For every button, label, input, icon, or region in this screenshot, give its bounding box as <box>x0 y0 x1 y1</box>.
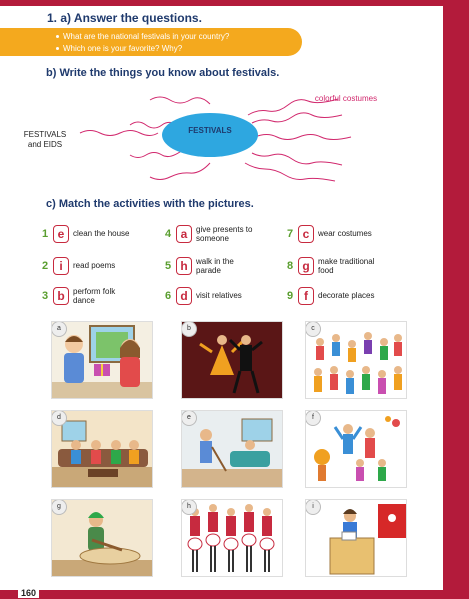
answer-box[interactable]: a <box>176 225 192 243</box>
picture-h <box>181 499 283 577</box>
item-number: 7 <box>287 228 294 240</box>
decorating-illustration <box>306 411 407 488</box>
costumes-illustration <box>306 322 407 399</box>
answer-box[interactable]: d <box>176 287 192 305</box>
example-label: colorful costumes <box>314 94 378 103</box>
item-number: 3 <box>42 290 49 302</box>
picture-f <box>305 410 407 488</box>
item-number: 2 <box>42 260 49 272</box>
item-number: 4 <box>165 228 172 240</box>
left-label: FESTIVALS and EIDS <box>23 130 67 149</box>
activity-text: make traditional food <box>318 257 375 275</box>
picture-label: c <box>305 321 321 337</box>
section-c-heading: c) Match the activities with the pictures. <box>46 198 254 210</box>
parade-illustration <box>182 500 283 577</box>
picture-label: f <box>305 410 321 426</box>
answer-box[interactable]: c <box>298 225 314 243</box>
bullet-icon <box>56 35 59 38</box>
folk-dance-illustration <box>182 322 283 399</box>
mind-map <box>20 85 420 190</box>
picture-label: h <box>181 499 197 515</box>
questions-banner <box>0 28 302 56</box>
gift-scene-illustration <box>52 322 153 399</box>
bottom-border <box>0 590 469 599</box>
making-food-illustration <box>52 500 153 577</box>
item-number: 9 <box>287 290 294 302</box>
reading-poem-illustration <box>306 500 407 577</box>
top-border <box>0 0 469 6</box>
item-number: 1 <box>42 228 49 240</box>
picture-label: e <box>181 410 197 426</box>
picture-c <box>305 321 407 399</box>
picture-label: g <box>51 499 67 515</box>
activity-text: read poems <box>73 261 116 270</box>
picture-g <box>51 499 153 577</box>
picture-label: b <box>181 321 197 337</box>
activity-text: give presents to someone <box>196 225 253 243</box>
activity-text: perform folk dance <box>73 287 116 305</box>
activity-text: decorate places <box>318 291 375 300</box>
page-number: 160 <box>18 588 39 598</box>
center-label: FESTIVALS <box>188 126 232 135</box>
picture-d <box>51 410 153 488</box>
picture-b <box>181 321 283 399</box>
picture-i <box>305 499 407 577</box>
picture-label: a <box>51 321 67 337</box>
section-b-heading: b) Write the things you know about festivals. <box>46 67 280 79</box>
section-a-heading: 1. a) Answer the questions. <box>47 11 202 25</box>
item-number: 8 <box>287 260 294 272</box>
picture-e <box>181 410 283 488</box>
answer-box[interactable]: i <box>53 257 69 275</box>
answer-box[interactable]: e <box>53 225 69 243</box>
bullet-icon <box>56 47 59 50</box>
answer-box[interactable]: b <box>53 287 69 305</box>
picture-a <box>51 321 153 399</box>
item-number: 6 <box>165 290 172 302</box>
answer-box[interactable]: g <box>298 257 314 275</box>
right-border <box>443 0 469 599</box>
activity-text: clean the house <box>73 229 130 238</box>
question-2: Which one is your favorite? Why? <box>56 44 182 53</box>
picture-label: i <box>305 499 321 515</box>
cleaning-illustration <box>182 411 283 488</box>
activity-text: walk in the parade <box>196 257 234 275</box>
activity-text: wear costumes <box>318 229 372 238</box>
item-number: 5 <box>165 260 172 272</box>
activity-text: visit relatives <box>196 291 242 300</box>
answer-box[interactable]: h <box>176 257 192 275</box>
picture-label: d <box>51 410 67 426</box>
question-1: What are the national festivals in your country? <box>56 32 229 41</box>
visiting-relatives-illustration <box>52 411 153 488</box>
answer-box[interactable]: f <box>298 287 314 305</box>
